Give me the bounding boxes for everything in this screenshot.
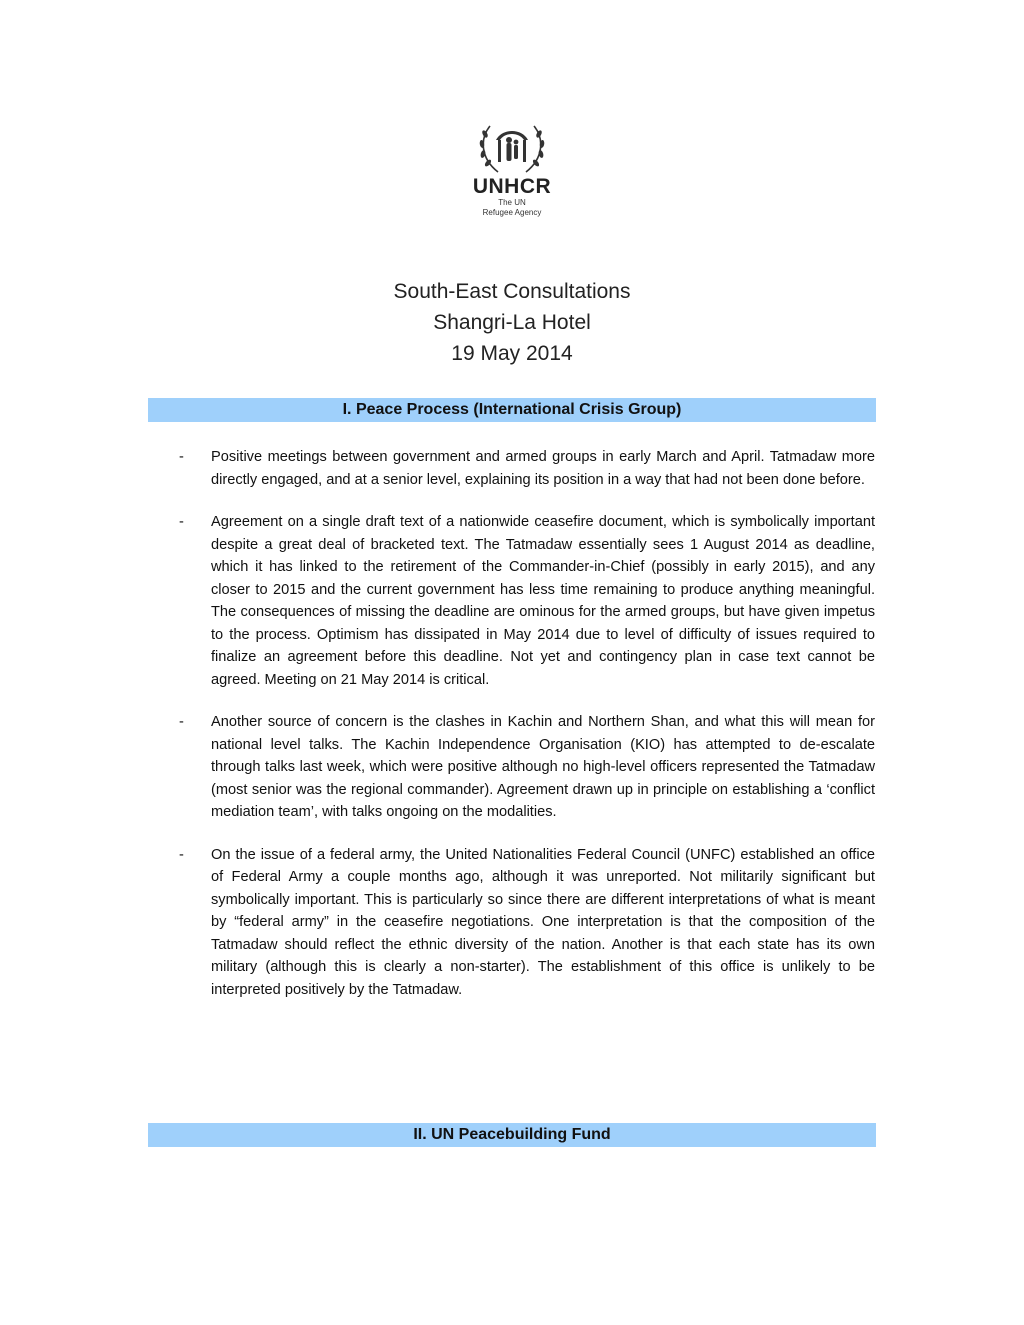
section-heading-peace-process: I. Peace Process (International Crisis Group) [148, 398, 876, 422]
bullet-marker: - [179, 514, 184, 530]
list-item [175, 711, 875, 824]
bullet-marker: - [179, 714, 184, 730]
logo-tagline-line2: Refugee Agency [482, 208, 542, 217]
document-date: 19 May 2014 [451, 342, 573, 365]
unhcr-emblem-icon [476, 118, 548, 176]
unhcr-logo [460, 118, 564, 226]
document-header [0, 276, 1024, 369]
document-venue: Shangri-La Hotel [433, 311, 591, 334]
list-item [175, 844, 875, 1002]
bullet-text: Another source of concern is the clashes in Kachin and Northern Shan, and what this will mean for national level talks. The Kachin Independence Organisation (KIO) has attempted to de-escalate through talks last week, which were positive although no high-level officers represented the Tatmadaw (most senior was the regional commander). Agreement drawn up in principle on establishing a ‘conflict mediation team’, with talks ongoing on the modalities. [211, 714, 875, 820]
list-item [175, 446, 875, 491]
bullet-list [175, 446, 875, 1021]
list-item [175, 511, 875, 691]
bullet-marker: - [179, 449, 184, 465]
bullet-text: Positive meetings between government and armed groups in early March and April. Tatmadaw more directly engaged, and at a senior level, explaining its position in a way that had not been done before. [211, 449, 875, 488]
bullet-marker: - [179, 846, 184, 863]
logo-tagline-line1: The UN [498, 198, 526, 207]
section-heading-peacebuilding-fund: II. UN Peacebuilding Fund [148, 1123, 876, 1147]
document-title: South-East Consultations [393, 280, 631, 303]
logo-name: UNHCR [472, 175, 552, 198]
bullet-text: On the issue of a federal army, the United Nationalities Federal Council (UNFC) established an office of Federal Army a couple months ago, although it was unreported. Not militarily significant but symbolically important. This is particularly so since there are different interpretations of what is meant by “federal army” in the ceasefire negotiations. One interpretation is that the composition of the Tatmadaw should reflect the ethnic diversity of the nation. Another is that each state has its own military (although this is clearly a non-starter). The establishment of this office is unlikely to be interpreted positively by the Tatmadaw. [211, 846, 875, 998]
bullet-text: Agreement on a single draft text of a nationwide ceasefire document, which is symbolically important despite a great deal of bracketed text. The Tatmadaw essentially sees 1 August 2014 as deadline, which it has linked to the retirement of the Commander-in-Chief (possibly in early 2015), and any closer to 2015 and the current government has less time remaining to produce anything meaningful. The consequences of missing the deadline are ominous for the armed groups, but have given impetus to the process. Optimism has dissipated in May 2014 due to level of difficulty of issues required to finalize an agreement before this deadline. Not yet and contingency plan in case text cannot be agreed. Meeting on 21 May 2014 is critical. [211, 514, 875, 688]
